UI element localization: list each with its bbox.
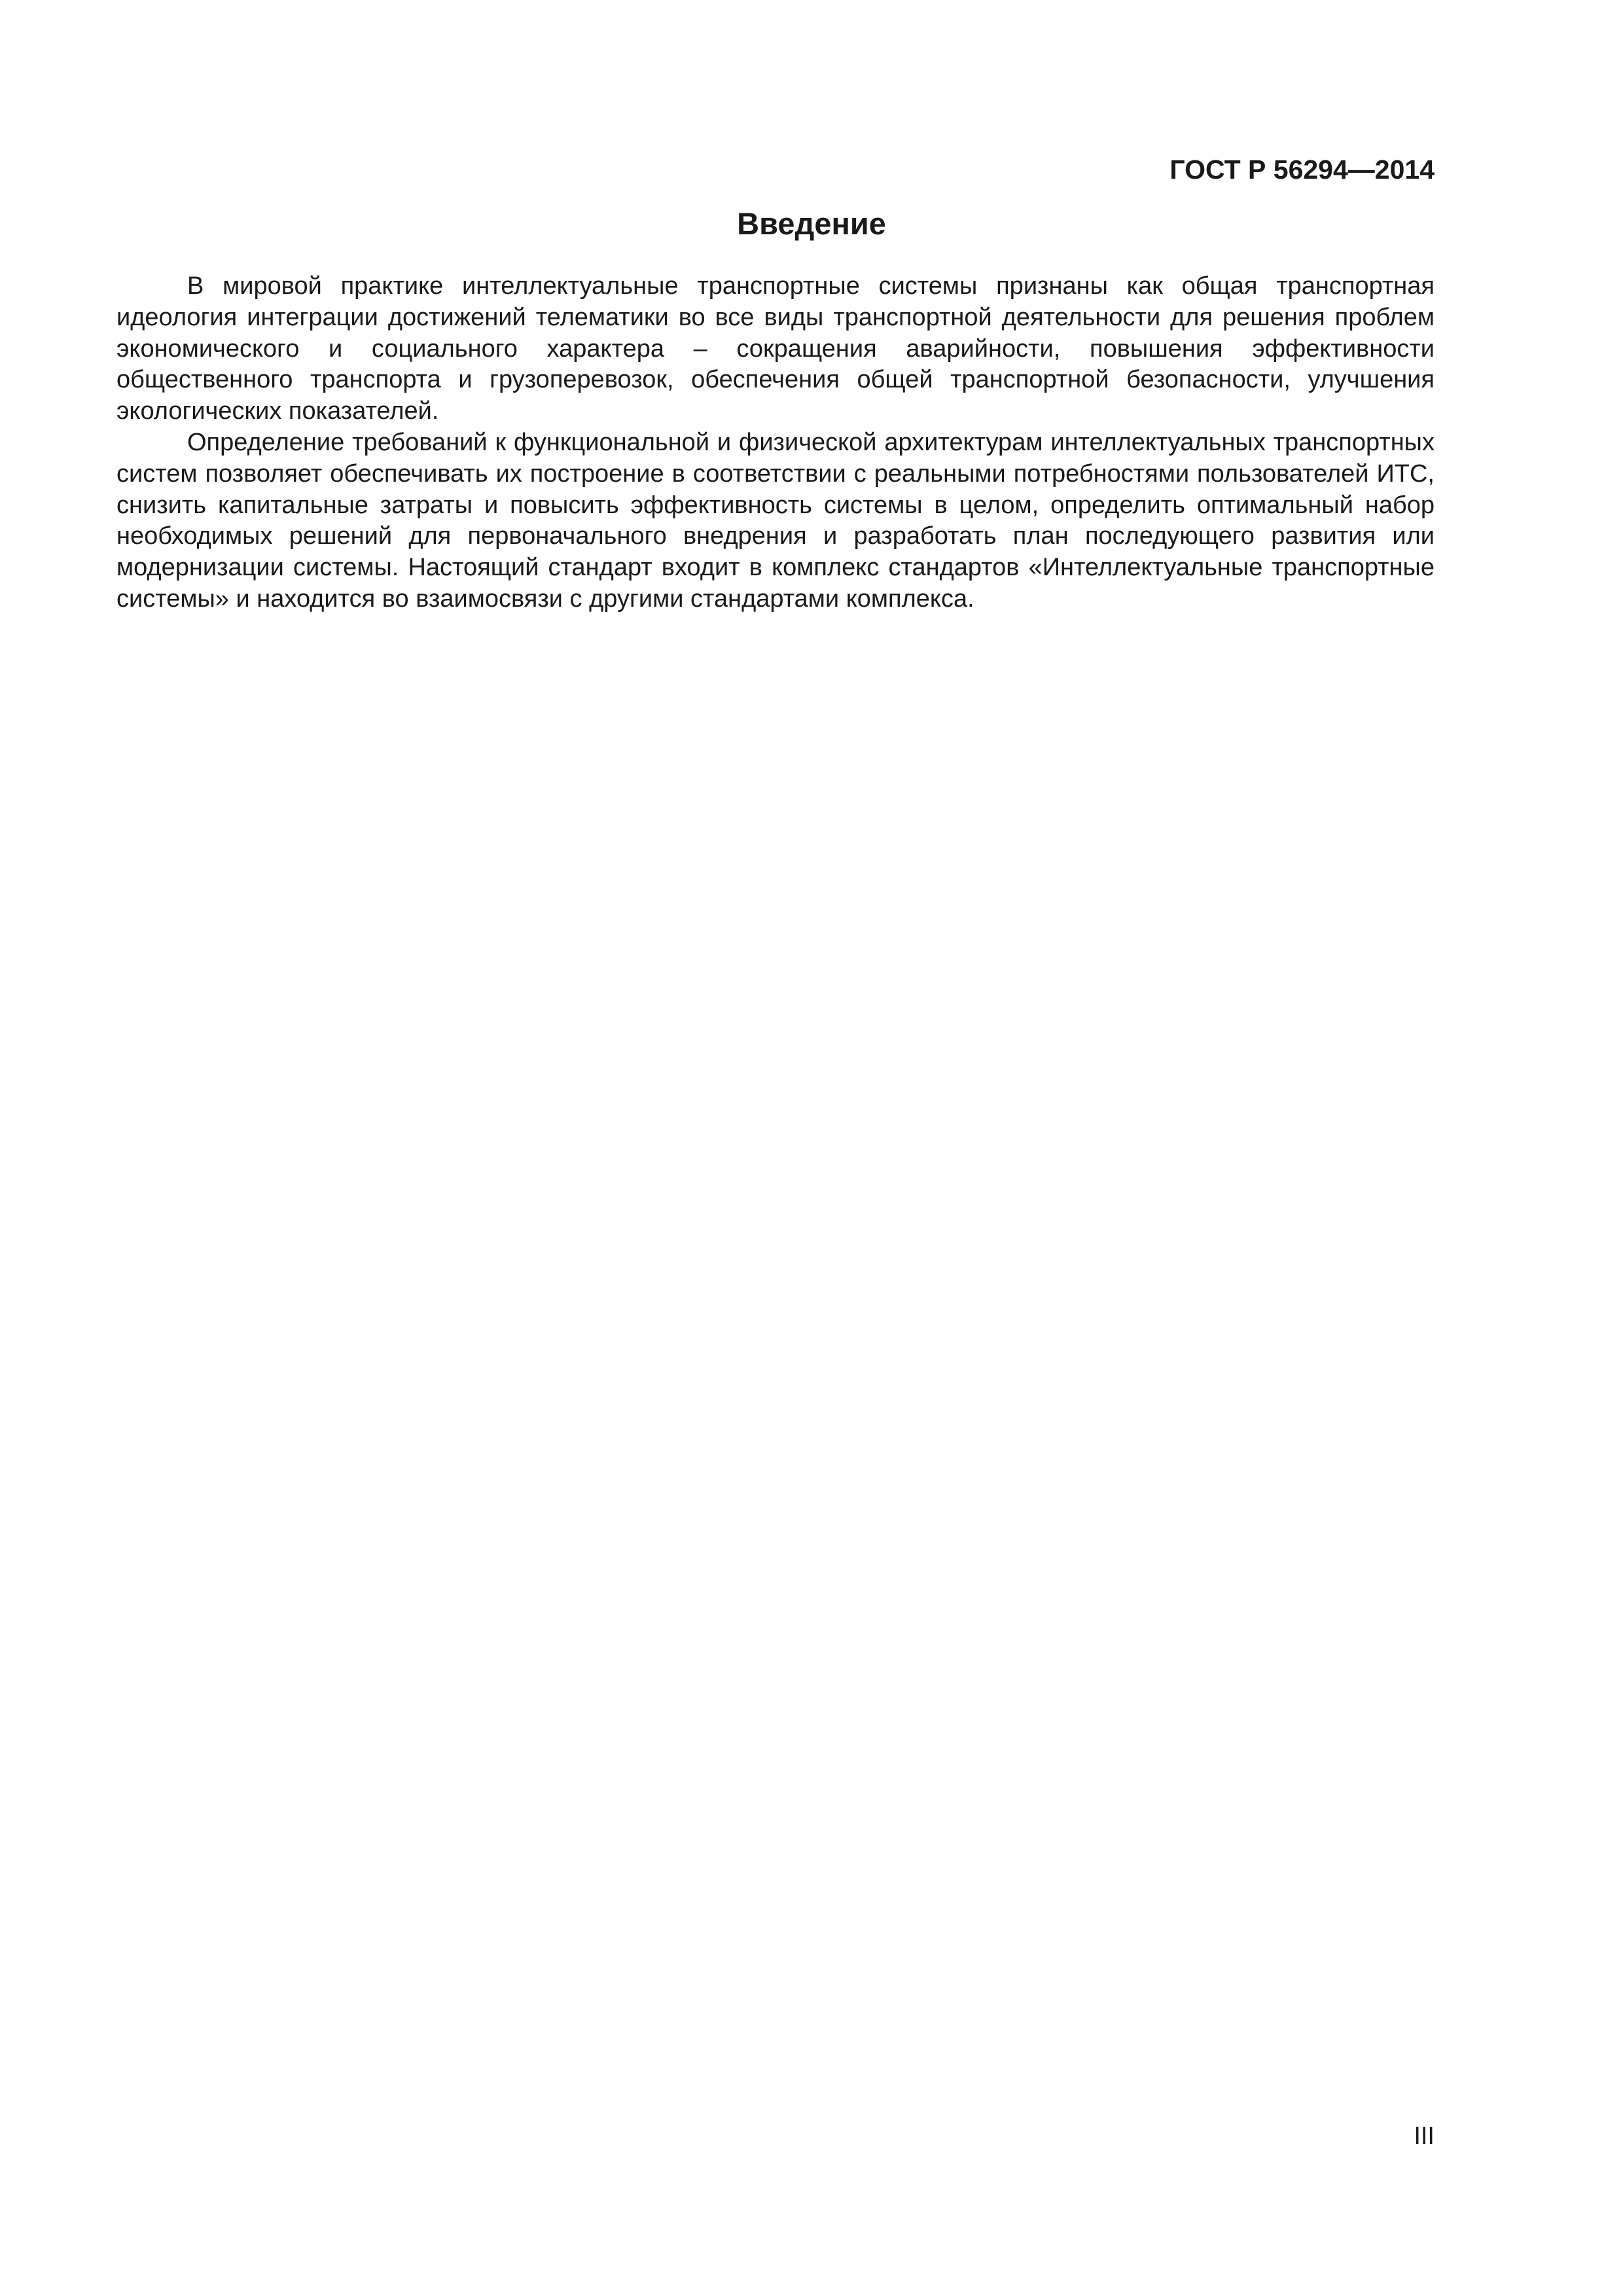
page-number: III <box>1414 2123 1435 2150</box>
paragraph: В мировой практике интеллектуальные транспортные системы признаны как общая транспортная идеология интеграции достижений телематики во все виды транспортной деятельности для решения проблем экономического и социального характера – сокращения аварийности, повышения эффективности общественного транспорта и грузоперевозок, обеспечения общей транспортной безопасности, улучшения экологических показателей. <box>116 272 1435 425</box>
section-title: Введение <box>737 206 886 241</box>
paragraph: Определение требований к функциональной и физической архитектурам интеллектуальных транспортных систем позволяет обеспечивать их построение в соответствии с реальными потребностями пользователей ИТС, снизить капитальные затраты и повысить эффективность системы в целом, определить оптимальный набор необходимых решений для первоначального внедрения и разработать план последующего развития или модернизации системы. Настоящий стандарт входит в комплекс стандартов «Интеллектуальные транспортные системы» и находится во взаимосвязи с другими стандартами комплекса. <box>116 428 1435 613</box>
document-id: ГОСТ Р 56294—2014 <box>1169 154 1435 185</box>
section-body <box>116 271 1435 615</box>
